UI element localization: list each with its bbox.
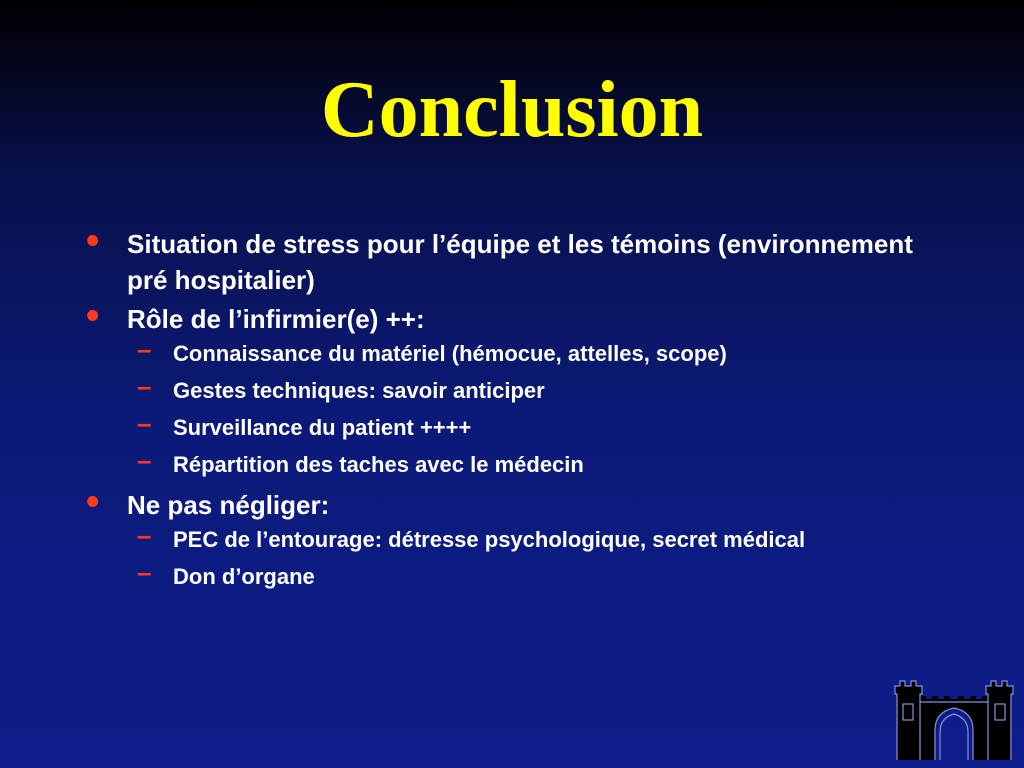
- bullet-marker: •: [86, 295, 100, 337]
- bullet-marker: •: [86, 481, 100, 523]
- sub-bullet-list: [127, 520, 926, 592]
- sub-bullet-list: [127, 334, 926, 480]
- bullet-text: Ne pas négliger:: [127, 490, 330, 520]
- bullet-marker: •: [86, 220, 100, 262]
- sub-bullet-text: PEC de l’entourage: détresse psychologique, secret médical: [173, 527, 806, 552]
- dash-marker: –: [137, 334, 152, 364]
- sub-bullet-text: Gestes techniques: savoir anticiper: [173, 378, 545, 403]
- sub-bullet-item: [129, 520, 926, 555]
- sub-bullet-item: [129, 371, 926, 406]
- dash-marker: –: [137, 408, 152, 438]
- dash-marker: –: [137, 445, 152, 475]
- sub-bullet-text: Répartition des taches avec le médecin: [173, 452, 584, 477]
- dash-marker: –: [137, 557, 152, 587]
- sub-bullet-item: [129, 334, 926, 369]
- bullet-item: [86, 481, 926, 592]
- sub-bullet-text: Surveillance du patient ++++: [173, 415, 472, 440]
- bullet-text: Situation de stress pour l’équipe et les témoins (environnement pré hospitalier): [127, 229, 913, 295]
- city-gate-icon: [893, 672, 1015, 760]
- bullet-item: [86, 295, 926, 480]
- dash-marker: –: [137, 371, 152, 401]
- bullet-item: [86, 220, 926, 298]
- slide-title: Conclusion: [320, 66, 704, 154]
- dash-marker: –: [137, 520, 152, 550]
- sub-bullet-item: [129, 445, 926, 480]
- bullet-list: [86, 220, 926, 599]
- sub-bullet-text: Don d’organe: [173, 564, 315, 589]
- sub-bullet-text: Connaissance du matériel (hémocue, attelles, scope): [173, 341, 727, 366]
- bullet-text: Rôle de l’infirmier(e) ++:: [127, 304, 425, 334]
- sub-bullet-item: [129, 557, 926, 592]
- sub-bullet-item: [129, 408, 926, 443]
